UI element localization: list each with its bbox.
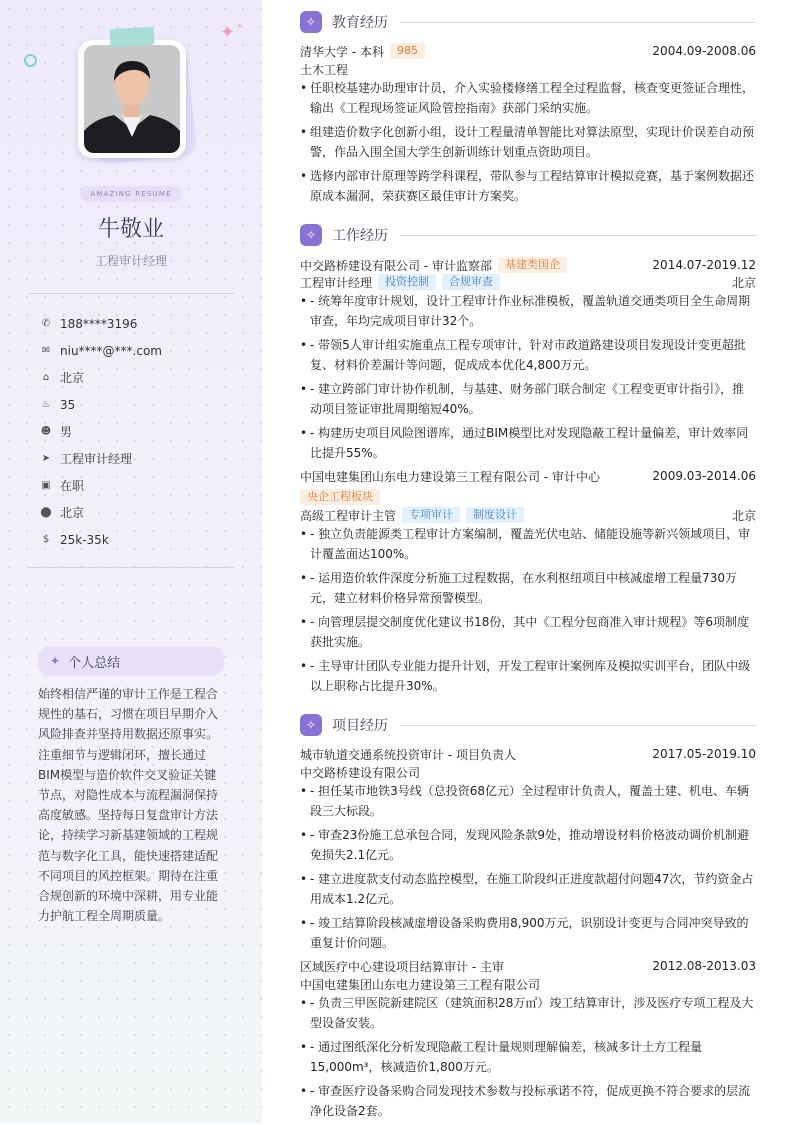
project-org-row <box>300 975 756 993</box>
small-sparkle-icon: ✦ <box>236 22 244 32</box>
mail-icon: ✉ <box>41 345 51 356</box>
school-badge: 985 <box>390 43 425 59</box>
info-row <box>40 472 162 499</box>
school-name: 清华大学 - 本科 <box>300 44 384 59</box>
bullet-item: • - 建立进度款支付动态监控模型，在施工阶段纠正进度款超付问题47次，节约资金占用成本1.2亿元。 <box>300 869 756 909</box>
project-org: 中国电建集团山东电力建设第三工程有限公司 <box>300 977 541 992</box>
gender-icon: ☻ <box>40 426 52 437</box>
bullet-item: • - 竣工结算阶段核减虚增设备采购费用8,900万元，识别设计变更与合同冲突导致的重复计价问题。 <box>300 913 756 953</box>
bullet-item: • - 运用造价软件深度分析施工过程数据，在水利枢纽项目中核减虚增工程量730万元，建立材料价格异常预警模型。 <box>300 568 756 608</box>
magic-icon: ✧ <box>300 714 322 736</box>
section-title: 项目经历 <box>332 718 388 734</box>
project-date: 2012.08-2013.03 <box>652 959 756 973</box>
info-row <box>40 310 162 337</box>
section-title: 教育经历 <box>332 15 388 31</box>
info-row <box>40 445 162 472</box>
summary-header <box>38 646 224 676</box>
job-role-row <box>300 506 756 524</box>
section-projects <box>300 713 756 737</box>
salary-icon: $ <box>42 534 50 545</box>
section-education <box>300 10 756 34</box>
magic-icon: ✧ <box>300 11 322 33</box>
info-text: 35 <box>60 397 76 412</box>
education-major-row <box>300 60 756 78</box>
education-date: 2004.09-2008.06 <box>652 44 756 58</box>
bullet-item: • 任职校基建办助理审计员，介入实验楼修缮工程全过程监督，核查变更签证合理性，输出《工程现场签证风险管控指南》获部门采纳实施。 <box>300 78 756 118</box>
cake-icon: ♨ <box>41 399 51 410</box>
send-icon: ➤ <box>41 453 51 464</box>
section-work <box>300 223 756 247</box>
job-bullets <box>300 291 756 467</box>
bullet-item: • - 通过图纸深化分析发现隐蔽工程计量规则理解偏差，核减多计土方工程量15,000m³，核减造价1,800万元。 <box>300 1037 756 1077</box>
job-date: 2009.03-2014.06 <box>652 469 756 483</box>
section-title: 工作经历 <box>332 228 388 244</box>
info-row <box>40 364 162 391</box>
info-text: 在职 <box>60 479 85 493</box>
job-tag: 专项审计 <box>402 507 460 523</box>
bullet-item: • - 向管理层提交制度优化建议书18份，其中《工程分包商准入审计规程》等6项制度获批实施。 <box>300 612 756 652</box>
job-badge: 央企工程板块 <box>300 489 380 505</box>
bullet-item: • - 负责三甲医院新建院区（建筑面积28万㎡）竣工结算审计，涉及医疗专项工程及大型设备安装。 <box>300 993 756 1033</box>
project-bullets <box>300 781 756 957</box>
info-text: 工程审计经理 <box>60 452 133 466</box>
info-row <box>40 499 162 526</box>
project-org: 中交路桥建设有限公司 <box>300 765 421 780</box>
project-bullets <box>300 993 756 1125</box>
job-tag: 合规审查 <box>442 274 500 290</box>
project-header <box>300 745 756 763</box>
bullet-item: • - 独立负责能源类工程审计方案编制，覆盖光伏电站、储能设施等新兴领域项目，审计覆盖面达100%。 <box>300 524 756 564</box>
education-header <box>300 42 756 60</box>
job-header <box>300 256 756 274</box>
project-name: 区域医疗中心建设项目结算审计 - 主审 <box>300 959 504 974</box>
job-company: 中交路桥建设有限公司 - 审计监察部 <box>300 258 492 273</box>
job-tag: 制度设计 <box>466 507 524 523</box>
divider <box>28 293 234 294</box>
job-city: 北京 <box>731 508 756 523</box>
job-badge: 基建类国企 <box>498 257 567 273</box>
job-role: 高级工程审计主管 <box>300 508 397 523</box>
sparkle-icon: ✦ <box>220 22 236 43</box>
divider <box>28 567 234 568</box>
education-bullets <box>300 78 756 210</box>
magic-icon: ✧ <box>300 224 322 246</box>
job-bullets <box>300 524 756 700</box>
bullet-item: • - 主导审计团队专业能力提升计划，开发工程审计案例库及模拟实训平台，团队中级以上职称占比提升30%。 <box>300 656 756 696</box>
section-divider <box>400 235 756 236</box>
info-text: 25k-35k <box>60 532 109 547</box>
major: 土木工程 <box>300 62 349 77</box>
bullet-item: • 组建造价数字化创新小组，设计工程量清单智能比对算法原型，实现计价误差自动预警，作品入围全国大学生创新训练计划重点资助项目。 <box>300 122 756 162</box>
bullet-item: • - 统筹年度审计规划，设计工程审计作业标准模板，覆盖轨道交通类项目全生命周期审查，年均完成项目审计32个。 <box>300 291 756 331</box>
bullet-item: • - 建立跨部门审计协作机制，与基建、财务部门联合制定《工程变更审计指引》，推动项目签证审批周期缩短40%。 <box>300 379 756 419</box>
summary-text: 始终相信严谨的审计工作是工程合规性的基石，习惯在项目早期介入风险排查并坚持用数据还原事实。注重细节与逻辑闭环，擅长通过BIM模型与造价软件交叉验证关键节点，对隐性成本与流程漏洞保持高度敏感。坚持每日复盘审计方法论，持续学习新基建领域的工程规范与数字化工具，能快速搭建适配不同项目的风控框架。期待在注重合规创新的环境中深耕，用专业能力护航工程全周期质量。 <box>38 687 219 924</box>
job-date: 2014.07-2019.12 <box>652 258 756 272</box>
briefcase-icon: ▣ <box>41 480 51 491</box>
info-row <box>40 337 162 364</box>
phone-icon: ✆ <box>41 318 51 329</box>
home-icon: ⌂ <box>42 372 50 383</box>
ring-decoration-icon <box>24 54 37 67</box>
info-text: 北京 <box>60 506 85 520</box>
sparkle-icon: ✦ <box>50 654 61 668</box>
job-header <box>300 467 756 485</box>
bullet-item: • - 带领5人审计组实施重点工程专项审计，针对市政道路建设项目发现设计变更超批复、材料价差漏计等问题，促成成本优化4,800万元。 <box>300 335 756 375</box>
project-name: 城市轨道交通系统投资审计 - 项目负责人 <box>300 747 516 762</box>
info-row <box>40 391 162 418</box>
job-company: 中国电建集团山东电力建设第三工程有限公司 - 审计中心 <box>300 469 600 484</box>
summary-title: 个人总结 <box>68 655 121 671</box>
bullet-item: • 选修内部审计原理等跨学科课程，带队参与工程结算审计模拟竞赛，基于案例数据还原成本漏洞，荣获赛区最佳审计方案奖。 <box>300 166 756 206</box>
info-row <box>40 418 162 445</box>
info-text: niu****@***.com <box>60 343 162 358</box>
section-divider <box>400 725 756 726</box>
info-text: 男 <box>60 425 73 439</box>
job-city: 北京 <box>731 275 756 290</box>
candidate-title: 工程审计经理 <box>94 254 167 268</box>
job-role: 工程审计经理 <box>300 275 373 290</box>
avatar-photo <box>84 45 180 153</box>
job-badge-row <box>300 488 756 506</box>
sidebar <box>0 0 262 1123</box>
bullet-item: • - 担任某市地铁3号线（总投资68亿元）全过程审计负责人，覆盖土建、机电、车辆段三大标段。 <box>300 781 756 821</box>
info-list <box>40 310 162 553</box>
bullet-item: • - 构建历史项目风险图谱库，通过BIM模型比对发现隐蔽工程计量偏差，审计效率同比提升55%。 <box>300 423 756 463</box>
info-text: 188****3196 <box>60 316 138 331</box>
photo-tape <box>110 27 155 47</box>
project-date: 2017.05-2019.10 <box>652 747 756 761</box>
info-text: 北京 <box>60 371 85 385</box>
location-icon: ⬤ <box>40 507 52 518</box>
project-org-row <box>300 763 756 781</box>
info-row <box>40 526 162 553</box>
job-tag: 投资控制 <box>378 274 436 290</box>
resume-badge: AMAZING RESUME <box>80 186 182 202</box>
project-header <box>300 957 756 975</box>
candidate-name: 牛敬业 <box>97 217 164 242</box>
section-divider <box>400 22 756 23</box>
bullet-item: • - 审查23份施工总承包合同，发现风险条款9处，推动增设材料价格波动调价机制避免损失2.1亿元。 <box>300 825 756 865</box>
job-role-row <box>300 273 756 291</box>
bullet-item: • - 审查医疗设备采购合同发现技术参数与投标承诺不符，促成更换不符合要求的层流净化设备2套。 <box>300 1081 756 1121</box>
